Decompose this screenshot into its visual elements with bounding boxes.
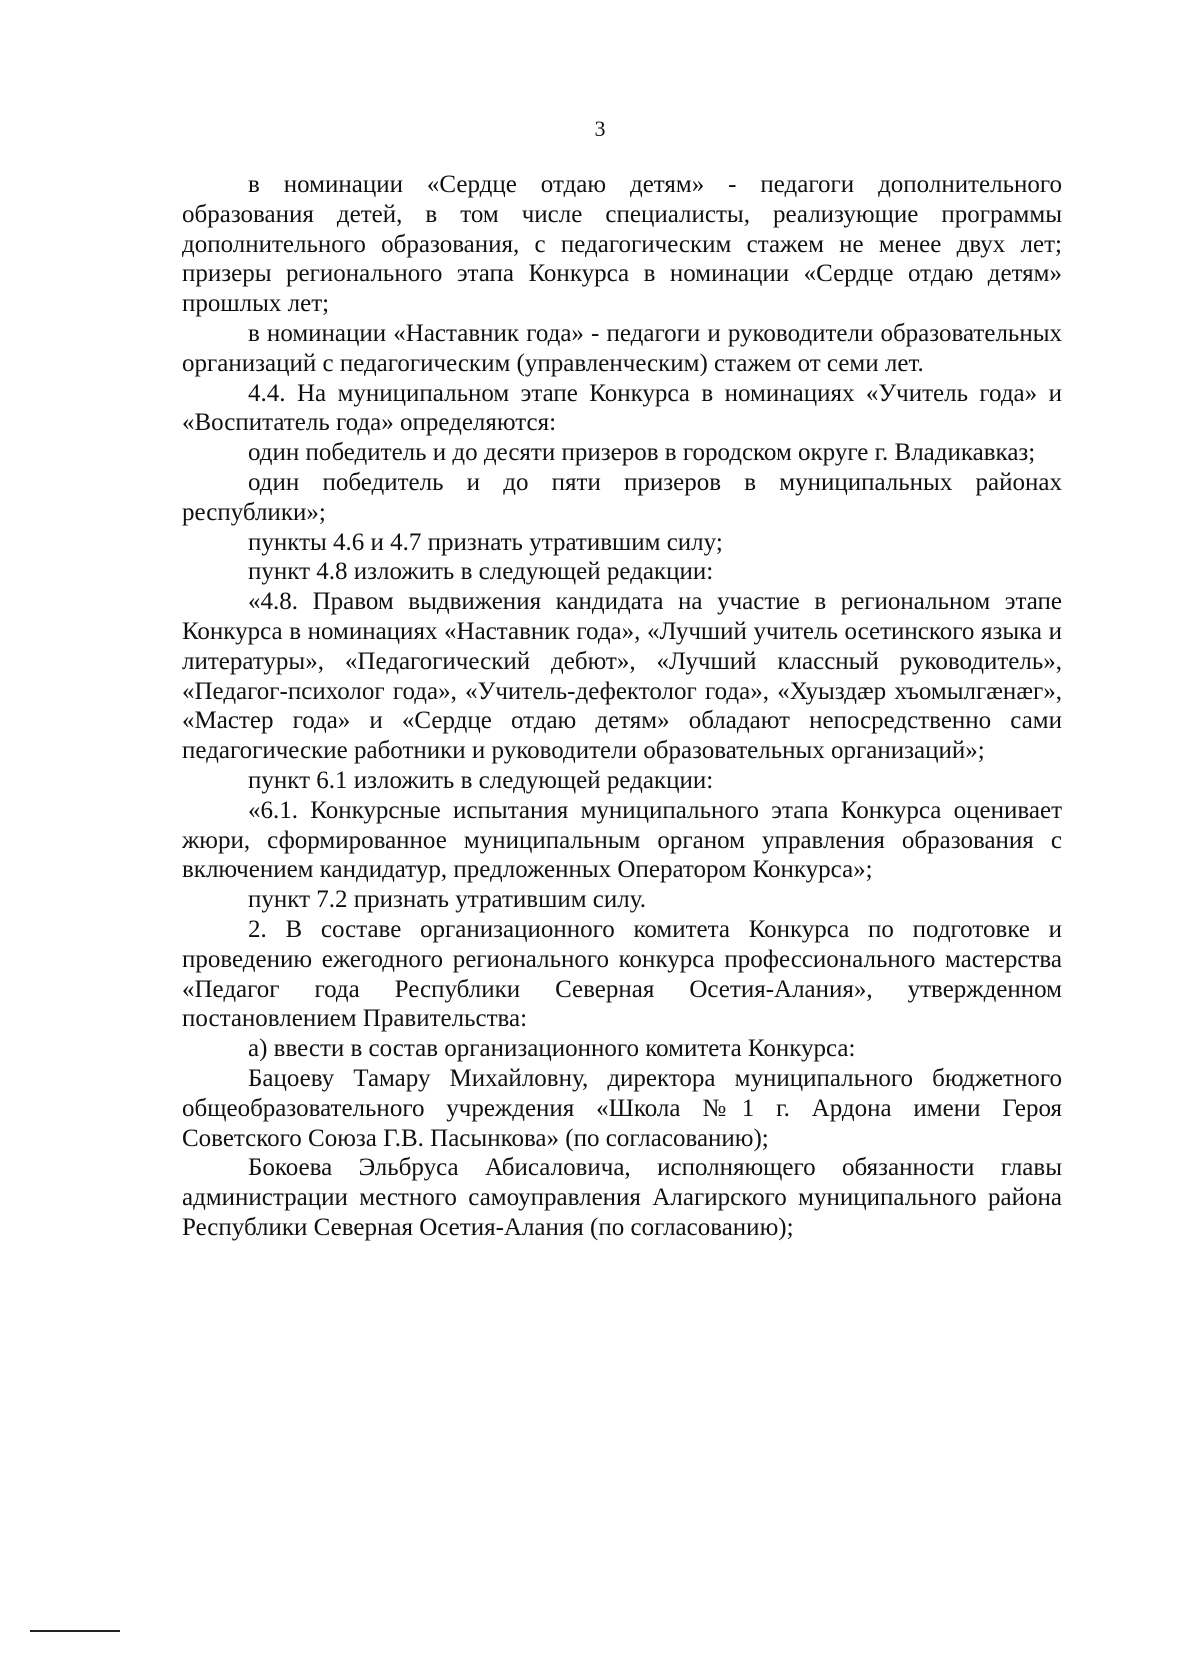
paragraph-district-winners: один победитель и до пяти призеров в муниципальных районах республики»; bbox=[182, 468, 1062, 526]
paragraph-item-7-2: пункт 7.2 признать утратившим силу. bbox=[248, 886, 646, 914]
paragraph-section-2: 2. В составе организационного комитета Конкурса по подготовке и проведению ежегодного регионального конкурса профессионального мастерства «Педагог года Республики Северная Осетия-Алания», утвержденном постановлением Правительства: bbox=[182, 915, 1062, 1033]
paragraph-member-batsoeva: Бацоеву Тамару Михайловну, директора муниципального бюджетного общеобразовательного учреждения «Школа №1 г. Ардона имени Героя Советского Союза Г.В. Пасынкова» (по согласованию); bbox=[182, 1064, 1062, 1152]
paragraph-item-4-8-intro: пункт 4.8 изложить в следующей редакции: bbox=[248, 558, 714, 586]
paragraph-item-4-4: 4.4. На муниципальном этапе Конкурса в номинациях «Учитель года» и «Воспитатель года» определяются: bbox=[182, 379, 1062, 437]
paragraph-items-4-6-4-7: пункты 4.6 и 4.7 признать утратившим силу; bbox=[248, 528, 723, 556]
paragraph-item-6-1: «6.1. Конкурсные испытания муниципального этапа Конкурса оценивает жюри, сформированное муниципальным органом управления образования с включением кандидатур, предложенных Оператором Конкурса»; bbox=[182, 796, 1062, 884]
document-body bbox=[182, 170, 1062, 1243]
paragraph-item-4-8: «4.8. Правом выдвижения кандидата на участие в региональном этапе Конкурса в номинациях «Наставник года», «Лучший учитель осетинского языка и литературы», «Педагогический дебют», «Лучший классный руководитель», «Педагог-психолог года», «Учитель-дефектолог года», «Хуыздæр хъомылгæнæг», «Мастер года» и «Сердце отдаю детям» обладают непосредственно сами педагогические работники и руководители образовательных организаций»; bbox=[182, 588, 1062, 765]
paragraph-vladikavkaz-winners: один победитель и до десяти призеров в городском округе г. Владикавказ; bbox=[248, 439, 1036, 467]
page-number: 3 bbox=[594, 116, 606, 141]
paragraph-member-bokoev: Бокоева Эльбруса Абисаловича, исполняющего обязанности главы администрации местного самоуправления Алагирского муниципального района Республики Северная Осетия-Алания (по согласованию); bbox=[182, 1154, 1062, 1241]
paragraph-nomination-mentor: в номинации «Наставник года» - педагоги и руководители образовательных организаций с педагогическим (управленческим) стажем от семи лет. bbox=[182, 319, 1062, 377]
paragraph-item-6-1-intro: пункт 6.1 изложить в следующей редакции: bbox=[248, 766, 714, 794]
paragraph-subsection-a: а) ввести в состав организационного комитета Конкурса: bbox=[248, 1035, 856, 1063]
paragraph-nomination-heart: в номинации «Сердце отдаю детям» - педагоги дополнительного образования детей, в том числе специалисты, реализующие программы дополнительного образования, с педагогическим стажем не менее двух лет; призеры регионального этапа Конкурса в номинации «Сердце отдаю детям» прошлых лет; bbox=[182, 171, 1062, 318]
footer-divider bbox=[30, 1630, 120, 1632]
